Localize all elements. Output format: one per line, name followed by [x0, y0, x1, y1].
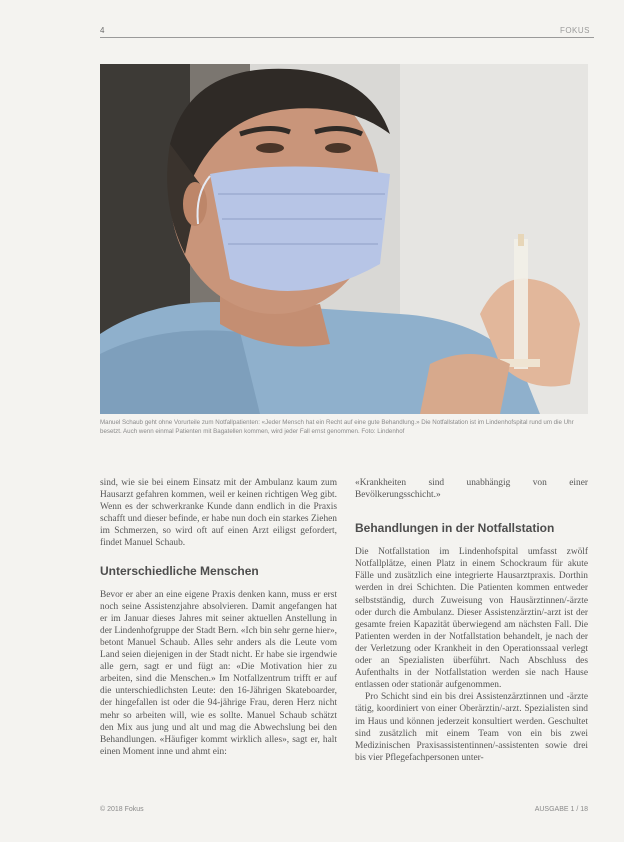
article-left-column — [100, 477, 337, 758]
article-right-column — [355, 477, 588, 764]
paragraph: Bevor er aber an eine eigene Praxis denken kann, muss er erst noch seine Assistenzjahre absolvieren. Damit angefangen hat er im Januar dieses Jahres mit seiner aktuellen Anstellung in der Lindenhofgruppe der Stadt Bern. «Ich bin sehr gerne hier», betont Manuel Schaub. Alles sehr anders als die Leute vom Land seien diejenigen in der Stadt nicht. Er habe sie irgendwie alle gern, sagt er und fügt an: «Die Motivation hier zu arbeiten, sind die Menschen.» Im Notfallzentrum trifft er auf die unterschiedlichsten Leute: den 16-Jährigen Skateboarder, der hingefallen ist oder die 94-jährige Frau, deren Herz nicht mehr so arbeiten will, wie es sollte. Manuel Schaub schätzt den Mix aus jung und alt und mag die Abwechslung bei den Behandlungen. «Häufiger kommt wirklich alles», sagt er, halt einen Moment inne und ahmt ein: — [100, 589, 337, 757]
header-rule — [100, 37, 594, 38]
footer-issue: AUSGABE 1 / 18 — [534, 806, 588, 813]
section-label: FOKUS — [559, 26, 590, 35]
footer-copyright: © 2018 Fokus — [100, 806, 144, 813]
paragraph: sind, wie sie bei einem Einsatz mit der Ambulanz kaum zum Hausarzt gefahren kommen, weil er keinen richtigen Weg gibt. Wenn es der schwerkranke Kunde dann endlich in die Praxis schafft und dieser befinde, er habe nun doch ein starkes Ziehen im Schmerzen, so wird oft auf einen Arzt eiligst gefordert, findet Manuel Schaub. — [100, 478, 337, 549]
subheading: Behandlungen in der Notfallstation — [355, 521, 555, 536]
page-number: 4 — [100, 26, 105, 35]
photo-caption: Manuel Schaub geht ohne Vorurteile zum Notfallpatienten: «Jeder Mensch hat ein Recht auf eine gute Behandlung.» Die Notfallstation ist im Lindenhofspital rund um die Uhr besetzt. Auch wenn einmal Patienten mit Bagatellen kommen, wird jeder Fall ernst genommen. Foto: Lindenhof — [100, 419, 574, 435]
quote-paragraph: «Krankheiten sind unabhängig von einer Bevölkerungsschicht.» — [355, 478, 588, 501]
photo-doctor-mask-syringe-icon — [100, 64, 588, 414]
subheading: Unterschiedliche Menschen — [100, 563, 259, 578]
paragraph: Die Notfallstation im Lindenhofspital umfasst zwölf Notfallplätze, einen Platz in einem Schockraum für akute Fälle und zusätzlich eine integrierte Hausarztpraxis. Dorthin werden in drei Schichten. Die Patienten kommen entweder selbstständig, durch Zuweisung von Hausärztinnen/-ärzte oder durch die Ambulanz. Dieser Assistenzärztin/-arzt ist der gesamte freien Kapazität überwiegend am nächsten Fall. Die Patienten werden in der Notfallstation behandelt, je nach der der Verletzung oder Krankheit in den Operationssaal verlegt oder an Spezialisten überführt. Nach Abschluss des Aufenthalts in der Notfallstation werden sie nach Hause entlassen oder stationär aufgenommen. — [355, 547, 588, 691]
article-photo — [100, 64, 588, 414]
paragraph: Pro Schicht sind ein bis drei Assistenzärztinnen und -ärzte tätig, koordiniert von einer Oberärztin/-arzt. Spezialisten sind im Haus und können jederzeit konsultiert werden. Geschultet sind zusätzlich mit einem Team von ein bis zwei Medizinischen Praxisassistentinnen/-assistenten sowie drei bis vier Pflegefachpersonen unter- — [355, 692, 588, 763]
